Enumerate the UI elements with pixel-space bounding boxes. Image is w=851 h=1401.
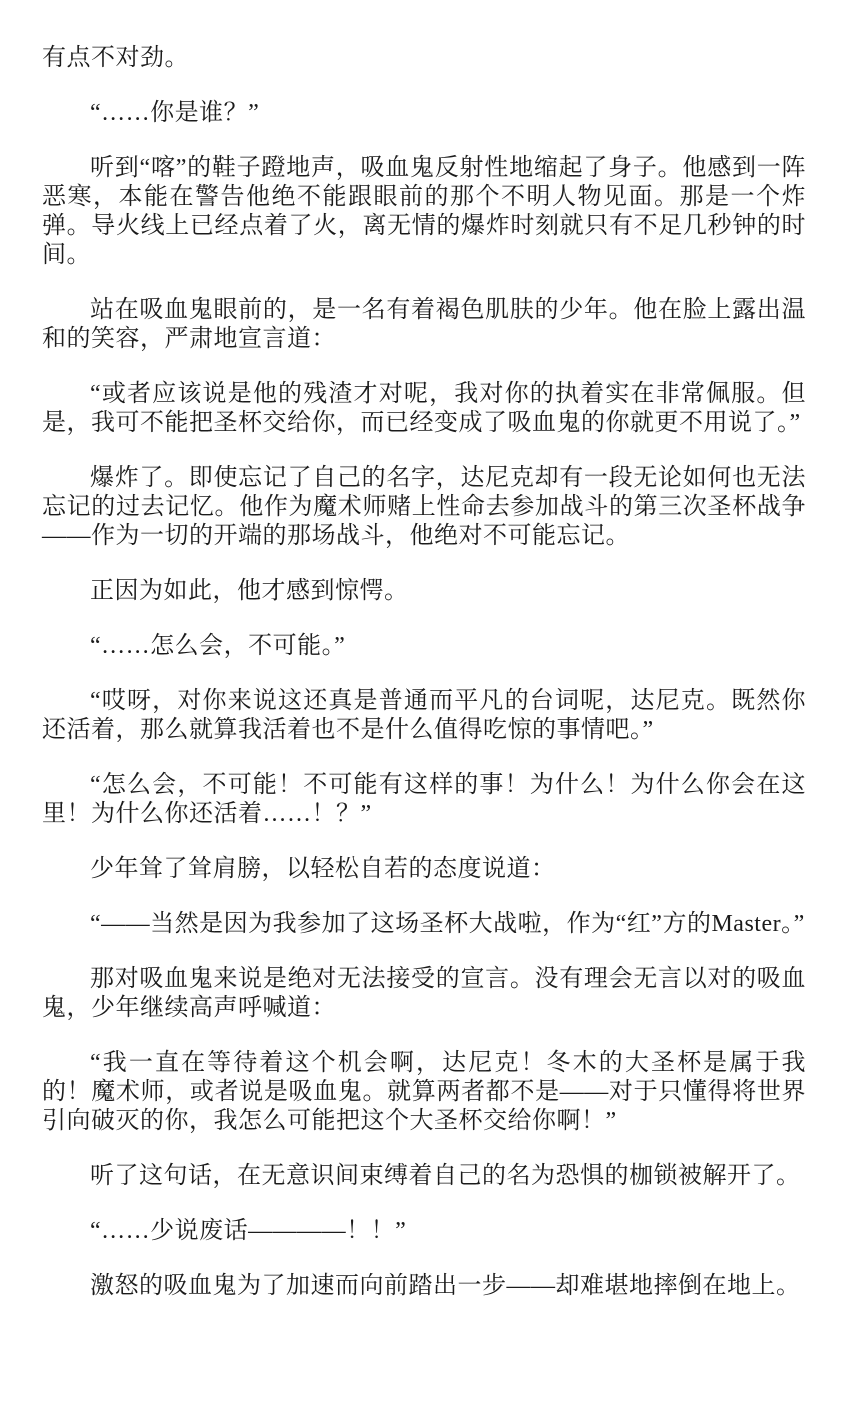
paragraph: “……怎么会，不可能。” xyxy=(90,633,346,659)
paragraph: “哎呀，对你来说这还真是普通而平凡的台词呢，达尼克。既然你还活着，那么就算我活着也不是什么值得吃惊的事情吧。” xyxy=(42,688,806,743)
paragraph: 听了这句话，在无意识间束缚着自己的名为恐惧的枷锁被解开了。 xyxy=(90,1163,801,1189)
text-body xyxy=(42,44,806,1301)
paragraph: 有点不对劲。 xyxy=(42,45,189,71)
paragraph: “……少说废话————！！” xyxy=(90,1218,407,1244)
paragraph: “……你是谁？” xyxy=(90,100,260,126)
paragraph: “——当然是因为我参加了这场圣杯大战啦，作为“红”方的Master。” xyxy=(90,911,805,937)
paragraph: 少年耸了耸肩膀，以轻松自若的态度说道： xyxy=(90,856,556,882)
paragraph: “我一直在等待着这个机会啊，达尼克！冬木的大圣杯是属于我的！魔术师，或者说是吸血鬼。就算两者都不是——对于只懂得将世界引向破灭的你，我怎么可能把这个大圣杯交给你啊！” xyxy=(42,1050,806,1134)
paragraph: 激怒的吸血鬼为了加速而向前踏出一步——却难堪地摔倒在地上。 xyxy=(90,1273,801,1299)
paragraph: “怎么会，不可能！不可能有这样的事！为什么！为什么你会在这里！为什么你还活着……！？” xyxy=(42,772,806,827)
paragraph: 站在吸血鬼眼前的，是一名有着褐色肌肤的少年。他在脸上露出温和的笑容，严肃地宣言道： xyxy=(42,297,806,352)
paragraph: 那对吸血鬼来说是绝对无法接受的宣言。没有理会无言以对的吸血鬼，少年继续高声呼喊道： xyxy=(42,966,806,1021)
paragraph: 爆炸了。即使忘记了自己的名字，达尼克却有一段无论如何也无法忘记的过去记忆。他作为魔术师赌上性命去参加战斗的第三次圣杯战争——作为一切的开端的那场战斗，他绝对不可能忘记。 xyxy=(42,465,806,549)
paragraph: “或者应该说是他的残渣才对呢，我对你的执着实在非常佩服。但是，我可不能把圣杯交给你，而已经变成了吸血鬼的你就更不用说了。” xyxy=(42,381,806,436)
paragraph: 听到“喀”的鞋子蹬地声，吸血鬼反射性地缩起了身子。他感到一阵恶寒，本能在警告他绝不能跟眼前的那个不明人物见面。那是一个炸弹。导火线上已经点着了火，离无情的爆炸时刻就只有不足几秒钟的时间。 xyxy=(42,155,806,268)
paragraph: 正因为如此，他才感到惊愕。 xyxy=(90,578,409,604)
